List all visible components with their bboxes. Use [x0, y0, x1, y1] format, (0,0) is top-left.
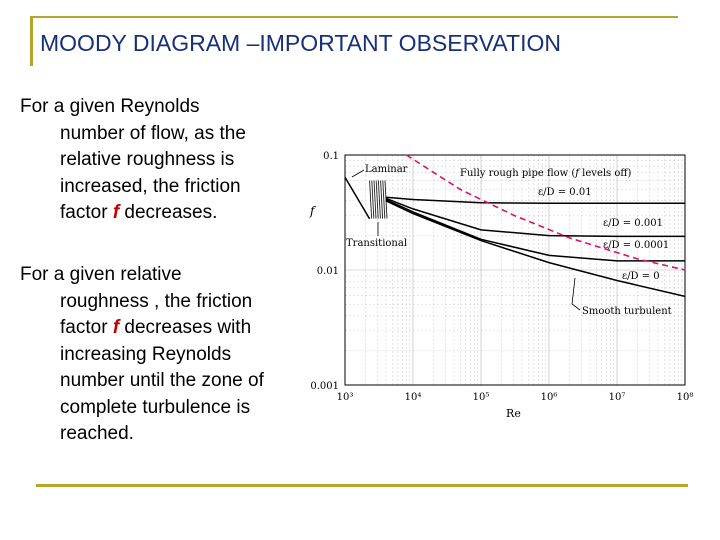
- text-line: For a given relative: [20, 264, 182, 285]
- text-line: number until the zone of: [60, 370, 264, 391]
- text-line: number of flow, as the: [60, 122, 246, 144]
- hatch-stroke: [383, 181, 385, 219]
- text-line: [20, 200, 310, 227]
- chart-grid: [345, 155, 685, 385]
- paragraph-roughness-observation: [20, 94, 310, 227]
- smooth-turbulent-leader-line: [572, 278, 580, 310]
- friction-factor-symbol: f: [575, 168, 579, 179]
- label-fragment: Fully rough pipe flow (: [460, 168, 576, 179]
- hatch-stroke: [381, 181, 383, 219]
- paragraph-reynolds-observation: [20, 262, 310, 448]
- roughness-curve-label: ε/D = 0.0001: [603, 240, 670, 251]
- text-fragment: decreases.: [119, 202, 218, 223]
- series-line: [345, 177, 370, 219]
- roughness-curve-label: ε/D = 0: [622, 271, 660, 282]
- laminar-leader-line: [352, 170, 364, 177]
- text-line: [20, 315, 310, 342]
- slide-title: MOODY DIAGRAM –IMPORTANT OBSERVATION: [40, 30, 561, 56]
- x-axis-label: Re: [506, 407, 521, 420]
- y-tick-label: 0.1: [323, 151, 339, 162]
- roughness-curve-label: ε/D = 0.01: [538, 187, 592, 198]
- text-line: complete turbulence is: [60, 396, 251, 418]
- x-tick-label: 10⁵: [472, 392, 490, 403]
- hatch-stroke: [370, 181, 372, 219]
- title-accent-bar: [30, 16, 33, 66]
- transitional-label: Transitional: [346, 238, 408, 249]
- hatch-stroke: [378, 181, 380, 219]
- x-tick-label: 10⁴: [404, 392, 422, 403]
- text-line: roughness , the friction: [60, 290, 253, 312]
- roughness-curve-label: ε/D = 0.001: [603, 218, 663, 229]
- text-line: increased, the friction: [60, 175, 241, 197]
- bottom-rule: [36, 484, 688, 487]
- moody-diagram-chart: [300, 140, 705, 425]
- text-line: increasing Reynolds: [60, 343, 232, 365]
- laminar-label: Laminar: [365, 164, 408, 175]
- x-tick-label: 10⁷: [608, 392, 626, 403]
- y-tick-label: 0.01: [316, 266, 339, 277]
- x-tick-label: 10³: [336, 392, 354, 403]
- friction-factor-symbol: f: [112, 202, 120, 223]
- title-top-rule: [30, 16, 678, 18]
- transition-zone-hatch: [370, 181, 387, 219]
- text-line: relative roughness is: [60, 149, 235, 170]
- hatch-stroke: [372, 181, 374, 219]
- hatch-stroke: [374, 181, 376, 219]
- series-line: [386, 197, 685, 203]
- text-fragment: decreases with: [119, 317, 252, 338]
- fully-rough-label: [460, 168, 631, 179]
- series-line: [386, 200, 685, 261]
- x-tick-label: 10⁸: [676, 392, 694, 403]
- text-fragment: factor: [60, 202, 113, 223]
- label-fragment: levels off): [579, 168, 632, 179]
- y-tick-label: 0.001: [310, 381, 339, 392]
- text-line: reached.: [60, 423, 134, 444]
- text-fragment: factor: [60, 317, 113, 338]
- smooth-turbulent-label: Smooth turbulent: [582, 306, 672, 317]
- text-line: For a given Reynolds: [20, 96, 200, 117]
- x-tick-label: 10⁶: [540, 392, 558, 403]
- friction-factor-symbol: f: [112, 317, 120, 338]
- y-axis-label: f: [310, 204, 315, 219]
